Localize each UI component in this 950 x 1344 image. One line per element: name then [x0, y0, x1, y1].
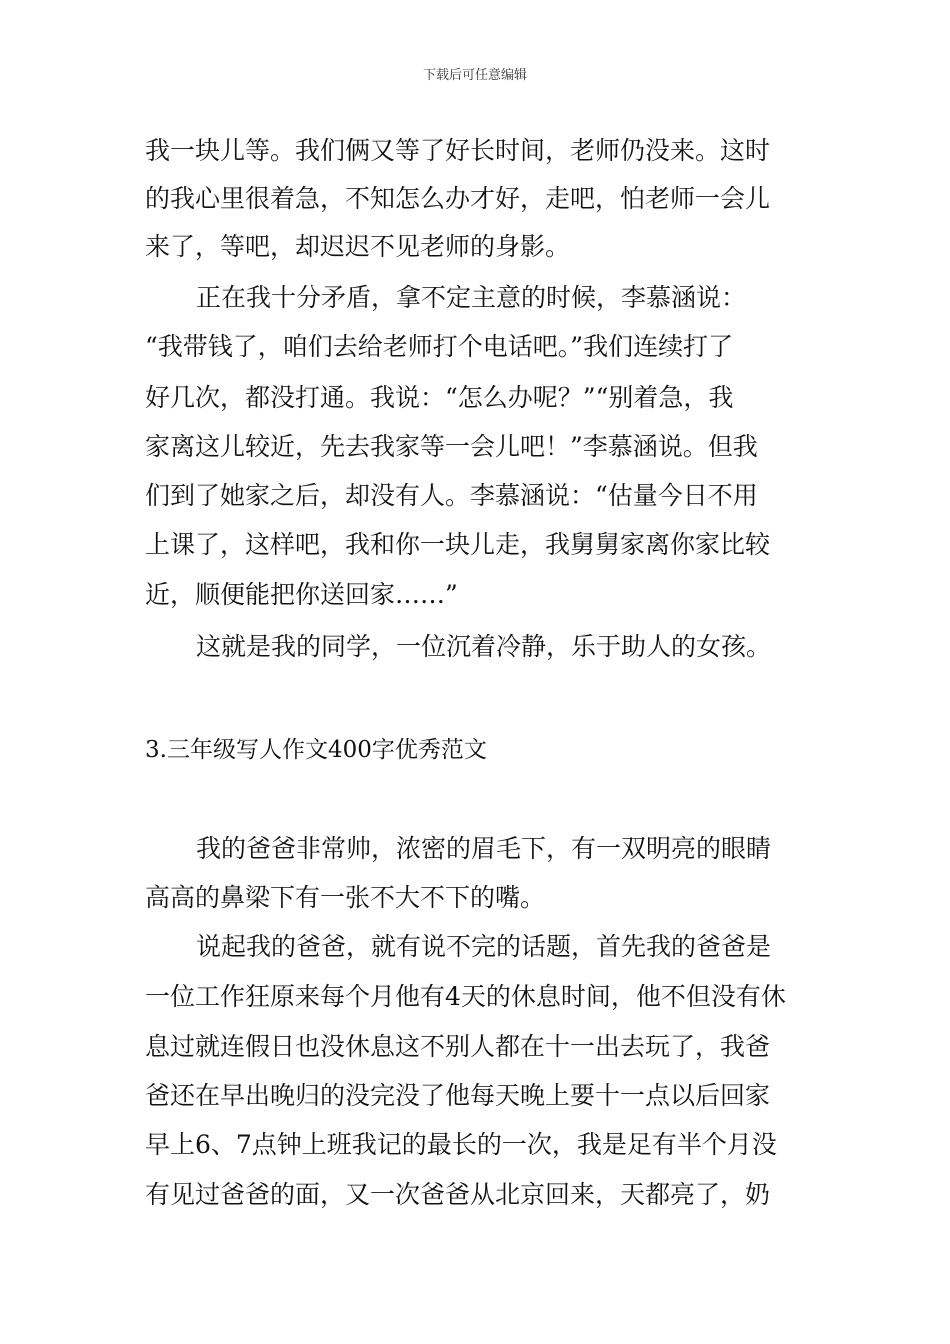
text-line: 正在我十分矛盾，拿不定主意的时候，李慕涵说：	[196, 283, 747, 312]
text-line: 早上6、7点钟上班我记的最长的一次，我是足有半个月没	[145, 1130, 777, 1159]
text-line: 好几次，都没打通。我说：“怎么办呢？”“别着急，我	[145, 383, 734, 412]
text-line: 的我心里很着急，不知怎么办才好，走吧，怕老师一会儿	[145, 184, 771, 213]
text-line: 爸还在早出晚归的没完没了他每天晚上要十一点以后回家	[145, 1081, 771, 1110]
text-line: 家离这儿较近，先去我家等一会儿吧！”李慕涵说。但我	[145, 432, 758, 461]
text-line: 高高的鼻梁下有一张不大不下的嘴。	[145, 883, 546, 912]
text-line: 来了，等吧，却迟迟不见老师的身影。	[145, 232, 571, 261]
text-line: 这就是我的同学，一位沉着冷静，乐于助人的女孩。	[196, 632, 772, 661]
text-line: 说起我的爸爸，就有说不完的话题，首先我的爸爸是	[196, 932, 772, 961]
text-line: 息过就连假日也没休息这不别人都在十一出去玩了，我爸	[145, 1032, 771, 1061]
text-line: 我一块儿等。我们俩又等了好长时间，老师仍没来。这时	[145, 136, 771, 165]
text-line: 们到了她家之后，却没有人。李慕涵说：“估量今日不用	[145, 481, 758, 510]
text-line: 上课了，这样吧，我和你一块儿走，我舅舅家离你家比较	[145, 530, 771, 559]
text-line: “我带钱了，咱们去给老师打个电话吧。”我们连续打了	[145, 332, 734, 361]
text-line: 有见过爸爸的面，又一次爸爸从北京回来，天都亮了，奶	[145, 1180, 771, 1209]
text-line: 一位工作狂原来每个月他有4天的休息时间，他不但没有休	[145, 982, 786, 1011]
text-line: 我的爸爸非常帅，浓密的眉毛下，有一双明亮的眼睛	[196, 834, 772, 863]
section-heading: 3.三年级写人作文400字优秀范文	[145, 737, 487, 763]
page-header: 下载后可任意编辑	[422, 68, 527, 83]
text-line: 近，顺便能把你送回家……”	[145, 580, 458, 609]
